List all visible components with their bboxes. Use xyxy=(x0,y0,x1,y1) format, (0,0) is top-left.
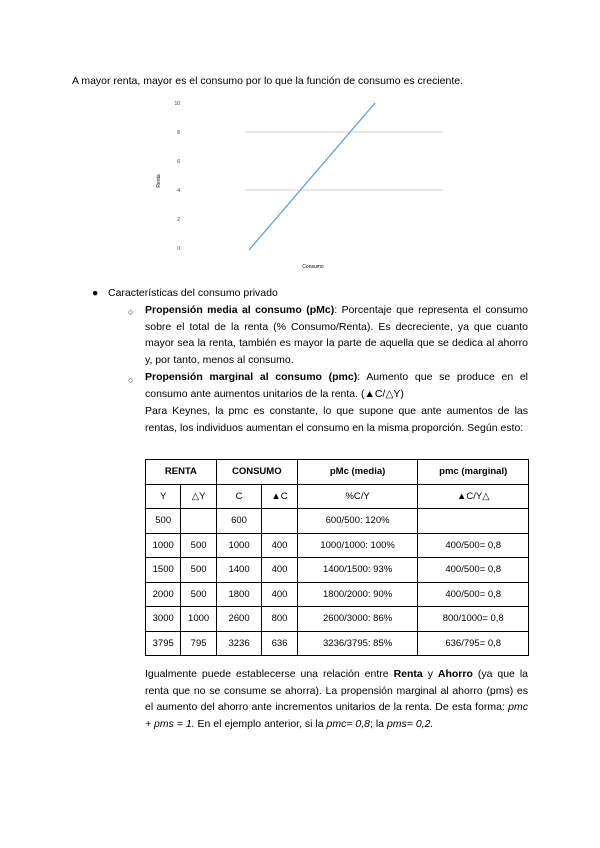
table-cell: 3000 xyxy=(146,607,181,632)
consumption-line xyxy=(249,103,375,250)
subheader-cell: △Y xyxy=(181,484,216,509)
table-cell: 500 xyxy=(181,582,216,607)
table-cell: 2600/3000: 86% xyxy=(297,607,418,632)
table-cell xyxy=(418,509,529,534)
y-tick-label: 6 xyxy=(177,159,180,165)
table-cell xyxy=(262,509,297,534)
pmc-marginal-text: : Aumento que se produce en el consumo ante aumentos unitarios de la renta. (▲C/△Y) xyxy=(145,371,528,400)
closing-renta: Renta xyxy=(393,668,423,680)
table-cell: 400/500= 0,8 xyxy=(418,558,529,583)
table-cell: 1500 xyxy=(146,558,181,583)
table-cell: 1400/1500: 93% xyxy=(297,558,418,583)
header-pmc-media: pMc (media) xyxy=(297,460,418,485)
subheader-cell: ▲C xyxy=(262,484,297,509)
subheader-cell: %C/Y xyxy=(297,484,418,509)
table-subheader-row xyxy=(146,484,529,509)
closing-t1: Igualmente puede establecerse una relación entre xyxy=(145,668,394,680)
subheader-cell: C xyxy=(216,484,261,509)
table-cell: 636/795= 0,8 xyxy=(418,631,529,656)
table-cell: 3236 xyxy=(216,631,261,656)
y-ticks xyxy=(174,101,180,252)
table-cell: 2600 xyxy=(216,607,261,632)
table-row xyxy=(146,607,529,632)
consumption-chart xyxy=(145,93,455,271)
closing-paragraph xyxy=(145,666,528,732)
table-cell: 400 xyxy=(262,582,297,607)
bullet-title: Características del consumo privado xyxy=(108,287,278,299)
closing-t3: (ya que la renta que no se consume se ahorra). La propensión marginal al ahorro (pms) es el aumento del ahorro ante incrementos unitarios de la renta. De esta forma: xyxy=(145,668,528,713)
pmc-marginal-paragraph xyxy=(145,369,528,402)
pmc-marginal-term: Propensión marginal al consumo (pmc) xyxy=(145,371,358,383)
y-tick-label: 2 xyxy=(177,217,180,223)
closing-t5: ; la xyxy=(370,717,387,730)
table-row xyxy=(146,509,529,534)
table-cell: 1400 xyxy=(216,558,261,583)
subheader-cell: ▲C/Y△ xyxy=(418,484,529,509)
table-row xyxy=(146,533,529,558)
table-cell: 1800 xyxy=(216,582,261,607)
table-cell: 500 xyxy=(181,558,216,583)
y-tick-label: 0 xyxy=(177,246,180,252)
table-cell: 636 xyxy=(262,631,297,656)
header-pmc-marginal: pmc (marginal) xyxy=(418,460,529,485)
header-consumo: CONSUMO xyxy=(216,460,297,485)
y-tick-label: 8 xyxy=(177,130,180,136)
pmc-media-term: Propensión media al consumo (pMc) xyxy=(145,304,335,316)
keynes-paragraph: Para Keynes, la pmc es constante, lo que supone que ante aumentos de las rentas, los individuos aumentan el consumo en la misma proporción. Según esto: xyxy=(145,405,528,434)
closing-t4: En el ejemplo anterior, si la xyxy=(194,717,327,730)
header-renta: RENTA xyxy=(146,460,217,485)
pmc-media-paragraph xyxy=(145,302,528,368)
subheader-cell: Y xyxy=(146,484,181,509)
table-cell: 400 xyxy=(262,533,297,558)
table-row xyxy=(146,558,529,583)
table-cell: 500 xyxy=(181,533,216,558)
table-cell: 1000 xyxy=(181,607,216,632)
closing-pmc: pmc= 0,8 xyxy=(326,717,370,730)
table-cell: 3236/3795: 85% xyxy=(297,631,418,656)
table-cell: 600 xyxy=(216,509,261,534)
gridlines xyxy=(245,132,443,190)
table-cell: 600/500: 120% xyxy=(297,509,418,534)
x-axis-label: Consumo xyxy=(302,264,324,270)
consumption-table xyxy=(145,459,529,656)
table-cell: 2000 xyxy=(146,582,181,607)
table-cell: 500 xyxy=(146,509,181,534)
y-axis-label: Renta xyxy=(156,174,162,188)
pmc-media-text: : Porcentaje que representa el consumo sobre el total de la renta (% Consumo/Renta). Es decreciente, ya que cuanto mayor sea la renta, también es mayor la parte de aquella que se dedica al ahorro y, por tanto, menos al consumo. xyxy=(145,304,528,366)
table-row xyxy=(146,582,529,607)
table-cell: 400/500= 0,8 xyxy=(418,533,529,558)
table-cell: 1800/2000: 90% xyxy=(297,582,418,607)
closing-formula: pmc + pms = 1. xyxy=(145,701,528,730)
sub-bullet-circle: ○ xyxy=(128,307,134,317)
table-header-row xyxy=(146,460,529,485)
table-cell xyxy=(181,509,216,534)
table-row xyxy=(146,631,529,656)
table-cell: 400/500= 0,8 xyxy=(418,582,529,607)
intro-text: A mayor renta, mayor es el consumo por lo que la función de consumo es creciente. xyxy=(72,75,464,87)
table-cell: 3795 xyxy=(146,631,181,656)
table-cell: 1000 xyxy=(146,533,181,558)
y-tick-label: 10 xyxy=(174,101,180,107)
closing-ahorro: Ahorro xyxy=(437,668,473,680)
table-cell: 800/1000= 0,8 xyxy=(418,607,529,632)
table-cell: 400 xyxy=(262,558,297,583)
table-cell: 800 xyxy=(262,607,297,632)
closing-pms: pms= 0,2. xyxy=(386,717,434,730)
table-cell: 795 xyxy=(181,631,216,656)
closing-t2: y xyxy=(422,668,438,680)
y-tick-label: 4 xyxy=(177,188,180,194)
table-cell: 1000 xyxy=(216,533,261,558)
sub-bullet-circle: ○ xyxy=(128,375,134,385)
table-cell: 1000/1000: 100% xyxy=(297,533,418,558)
bullet-dot: ● xyxy=(92,287,99,299)
